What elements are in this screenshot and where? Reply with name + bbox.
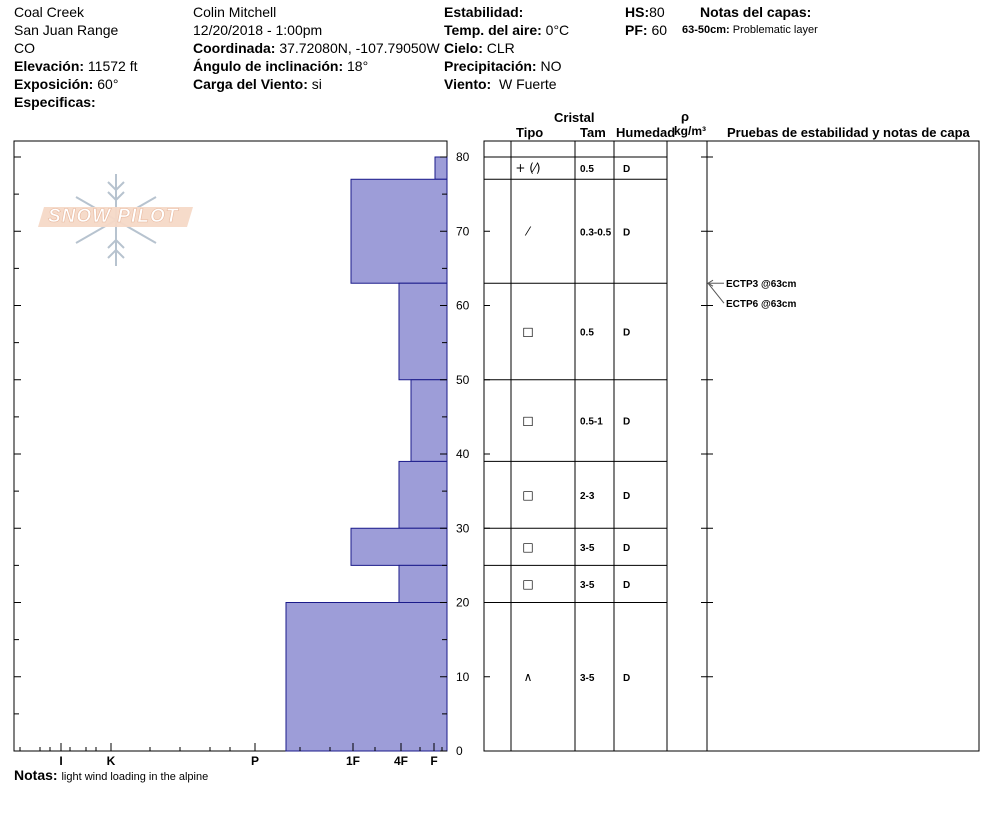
hardness-tick-label: P <box>250 754 260 768</box>
pf-value: 60 <box>651 22 668 38</box>
stability-label: Estabilidad: <box>444 4 524 20</box>
wind-value: W Fuerte <box>498 76 557 92</box>
moisture-value: D <box>623 672 631 684</box>
coordinate-value: 37.72080N, -107.79050W <box>279 40 440 56</box>
obs-datetime: 12/20/2018 - 1:00pm <box>193 22 323 38</box>
hardness-tick-label: 1F <box>345 754 361 768</box>
table-frame <box>484 141 979 751</box>
grain-size-value: 3-5 <box>580 672 595 684</box>
grain-size-value: 0.3-0.5 <box>580 227 612 239</box>
depth-tick-label: 0 <box>456 744 463 758</box>
sky-value: CLR <box>486 40 515 56</box>
moisture-value: D <box>623 490 631 502</box>
grain-type-symbol: □ <box>522 324 534 339</box>
hardness-bar <box>399 565 447 602</box>
size-header: Tam <box>580 125 606 140</box>
depth-tick-label: 80 <box>456 150 470 164</box>
grain-size-value: 0.5 <box>580 164 594 176</box>
type-header: Tipo <box>516 125 544 140</box>
slope-value: 18° <box>347 58 369 74</box>
hardness-tick-label: I <box>59 754 63 768</box>
hardness-tick-label: F <box>430 754 438 768</box>
precip-value: NO <box>540 58 562 74</box>
depth-tick-label: 70 <box>456 224 470 239</box>
grain-type-symbol: □ <box>522 576 534 591</box>
location-name: Coal Creek <box>14 4 85 20</box>
range-name: San Juan Range <box>14 22 119 38</box>
hs-label: HS: <box>625 4 650 20</box>
hardness-bar <box>351 528 447 565</box>
depth-tick-label: 60 <box>456 298 470 313</box>
depth-tick-label: 40 <box>456 447 470 461</box>
wind-label: Viento: <box>444 76 492 92</box>
hardness-bar <box>399 283 447 380</box>
elevation-value: 11572 ft <box>87 58 138 74</box>
grain-size-value: 2-3 <box>580 490 595 502</box>
airtemp-value: 0°C <box>545 22 570 38</box>
grain-size-value: 0.5-1 <box>580 416 603 428</box>
notes-row <box>14 767 208 784</box>
hs-value: 80 <box>649 4 665 20</box>
state-name: CO <box>14 40 35 56</box>
grain-size-value: 0.5 <box>580 327 594 339</box>
crystal-header: Cristal <box>554 110 595 125</box>
grain-size-value: 3-5 <box>580 542 595 554</box>
moisture-value: D <box>623 416 631 428</box>
aspect-value: 60° <box>97 76 119 92</box>
slope-label: Ángulo de inclinación: <box>193 58 344 74</box>
rho-header: ρ <box>681 109 690 124</box>
tests-header: Pruebas de estabilidad y notas de capa <box>727 125 970 140</box>
moisture-header: Humedad <box>616 125 676 140</box>
precip-label: Precipitación: <box>444 58 537 74</box>
stability-test-label: ECTP3 @63cm <box>726 279 797 291</box>
depth-tick-label: 10 <box>456 669 470 684</box>
stability-test-label: ECTP6 @63cm <box>726 299 797 311</box>
moisture-value: D <box>623 164 631 176</box>
observer-name: Colin Mitchell <box>193 4 277 20</box>
layer-note-range: 63-50cm: <box>682 24 730 36</box>
sky-label: Cielo: <box>444 40 483 56</box>
layer-note-text: Problematic layer <box>732 24 818 36</box>
moisture-value: D <box>623 579 631 591</box>
grain-type-symbol: + (⁄) <box>515 161 541 176</box>
hardness-bar <box>411 380 447 462</box>
hardness-bar <box>399 461 447 528</box>
grain-size-value: 3-5 <box>580 579 595 591</box>
windload-label: Carga del Viento: <box>193 76 308 92</box>
hardness-tick-label: K <box>106 754 116 768</box>
elevation-label: Elevación: <box>14 58 85 74</box>
hardness-bar <box>286 603 447 752</box>
grain-type-symbol: ⁄ <box>526 224 530 239</box>
grain-type-symbol: □ <box>522 413 534 428</box>
density-unit-header: kg/m³ <box>674 124 707 138</box>
windload-value: si <box>311 76 322 92</box>
hardness-bar <box>351 179 447 283</box>
hardness-tick-label: 4F <box>393 754 409 768</box>
notes-text: light wind loading in the alpine <box>61 771 209 783</box>
moisture-value: D <box>623 227 631 239</box>
layer-notes-label: Notas del capas: <box>700 4 812 20</box>
logo-text: SNOW PILOT <box>48 206 179 227</box>
moisture-value: D <box>623 542 631 554</box>
grain-type-symbol: ∧ <box>523 669 533 684</box>
aspect-label: Exposición: <box>14 76 94 92</box>
test-arrow-line <box>708 283 724 303</box>
coordinate-label: Coordinada: <box>193 40 276 56</box>
notes-label: Notas: <box>14 767 58 783</box>
moisture-value: D <box>623 327 631 339</box>
pf-label: PF: <box>625 22 648 38</box>
grain-type-symbol: □ <box>522 487 534 502</box>
depth-tick-label: 30 <box>456 521 470 536</box>
hardness-bar <box>435 157 447 179</box>
depth-tick-label: 20 <box>456 595 470 610</box>
grain-type-symbol: □ <box>522 539 534 554</box>
specifics-label: Especificas: <box>14 94 96 110</box>
airtemp-label: Temp. del aire: <box>444 22 542 38</box>
depth-tick-label: 50 <box>456 372 470 387</box>
